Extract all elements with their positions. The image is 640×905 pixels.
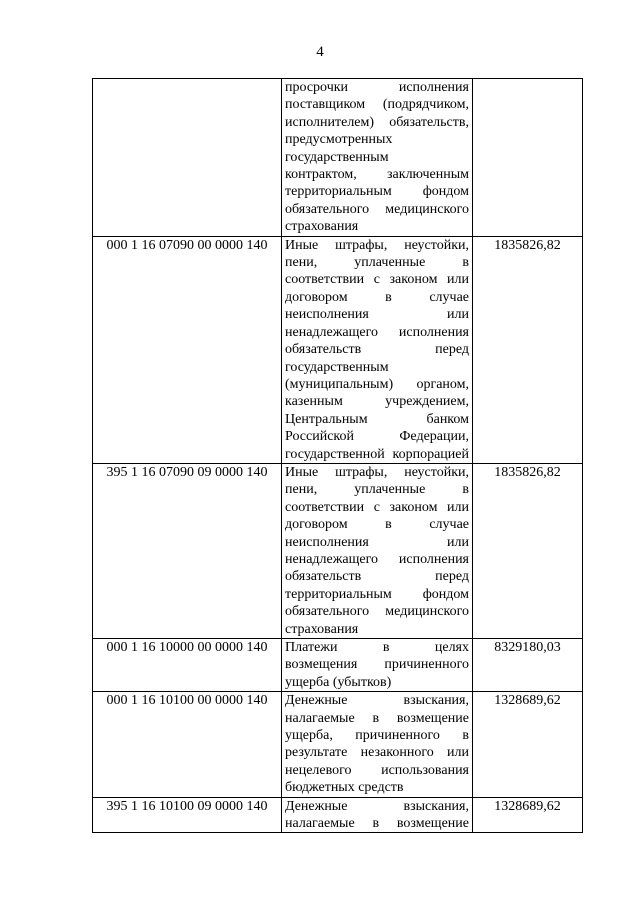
table-row bbox=[93, 692, 583, 797]
name-line: Денежные взыскания, bbox=[285, 798, 469, 814]
name-line: налагаемые в возмещение bbox=[285, 710, 469, 726]
name-line: обязательного медицинского bbox=[285, 604, 469, 620]
amount-cell: 1328689,62 bbox=[473, 797, 583, 833]
name-line: страхования bbox=[285, 219, 359, 235]
name-line: ненадлежащего исполнения bbox=[285, 324, 469, 340]
page-number: 4 bbox=[316, 44, 324, 60]
revenue-table bbox=[92, 78, 583, 833]
name-line: казенным учреждением, bbox=[285, 394, 469, 410]
amount-cell: 1835826,82 bbox=[473, 236, 583, 463]
income-name-cell bbox=[282, 236, 473, 463]
name-line: возмещения причиненного bbox=[285, 657, 469, 673]
name-line: Иные штрафы, неустойки, bbox=[285, 464, 469, 480]
name-line: Центральным банком bbox=[285, 411, 469, 427]
name-line: ущерба, причиненного в bbox=[285, 728, 469, 744]
name-line: контрактом, заключенным bbox=[285, 167, 469, 183]
table-row bbox=[93, 236, 583, 463]
name-line: государственным bbox=[285, 359, 389, 375]
name-line: обязательств перед bbox=[285, 569, 469, 585]
income-name-cell bbox=[282, 692, 473, 797]
table-row bbox=[93, 463, 583, 638]
name-line: (муниципальным) органом, bbox=[285, 376, 469, 392]
name-line: пени, уплаченные в bbox=[285, 482, 469, 498]
budget-code-cell: 000 1 16 10100 00 0000 140 bbox=[93, 692, 282, 797]
table-row bbox=[93, 79, 583, 237]
name-line: территориальным фондом bbox=[285, 586, 469, 602]
name-line: Российской Федерации, bbox=[285, 429, 469, 445]
amount-cell bbox=[473, 79, 583, 237]
name-line: Платежи в целях bbox=[285, 640, 469, 655]
name-line: соответствии с законом или bbox=[285, 272, 469, 288]
amount-cell: 1835826,82 bbox=[473, 463, 583, 638]
amount-cell: 8329180,03 bbox=[473, 639, 583, 692]
income-name-cell bbox=[282, 463, 473, 638]
name-line: ущерба (убытков) bbox=[285, 674, 392, 690]
income-name-cell bbox=[282, 797, 473, 833]
name-line: неисполнения или bbox=[285, 534, 469, 550]
name-line: исполнителем) обязательств, bbox=[285, 114, 469, 130]
name-line: территориальным фондом bbox=[285, 184, 469, 200]
name-line: обязательств перед bbox=[285, 342, 469, 358]
budget-code-cell bbox=[93, 79, 282, 237]
name-line: государственной корпорацией bbox=[285, 446, 469, 462]
name-line: предусмотренных bbox=[285, 132, 393, 148]
name-line: поставщиком (подрядчиком, bbox=[285, 97, 469, 113]
budget-code-cell: 000 1 16 07090 00 0000 140 bbox=[93, 236, 282, 463]
name-line: страхования bbox=[285, 621, 359, 637]
budget-code-cell: 000 1 16 10000 00 0000 140 bbox=[93, 639, 282, 692]
name-line: пени, уплаченные в bbox=[285, 255, 469, 271]
name-line: обязательного медицинского bbox=[285, 201, 469, 217]
name-line: неисполнения или bbox=[285, 307, 469, 323]
income-name-cell bbox=[282, 79, 473, 237]
name-line: ненадлежащего исполнения bbox=[285, 551, 469, 567]
table-row bbox=[93, 797, 583, 833]
budget-code-cell: 395 1 16 10100 09 0000 140 bbox=[93, 797, 282, 833]
name-line: государственным bbox=[285, 149, 389, 165]
name-line: просрочки исполнения bbox=[285, 80, 469, 95]
budget-code-cell: 395 1 16 07090 09 0000 140 bbox=[93, 463, 282, 638]
name-line: договором в случае bbox=[285, 517, 469, 533]
income-name-cell bbox=[282, 639, 473, 692]
name-line: Иные штрафы, неустойки, bbox=[285, 237, 469, 253]
name-line: нецелевого использования bbox=[285, 762, 469, 778]
name-line: Денежные взыскания, bbox=[285, 693, 469, 709]
name-line: налагаемые в возмещение bbox=[285, 816, 469, 832]
name-line: соответствии с законом или bbox=[285, 499, 469, 515]
name-line: договором в случае bbox=[285, 289, 469, 305]
table-row bbox=[93, 639, 583, 692]
name-line: бюджетных средств bbox=[285, 780, 404, 796]
amount-cell: 1328689,62 bbox=[473, 692, 583, 797]
name-line: результате незаконного или bbox=[285, 745, 469, 761]
